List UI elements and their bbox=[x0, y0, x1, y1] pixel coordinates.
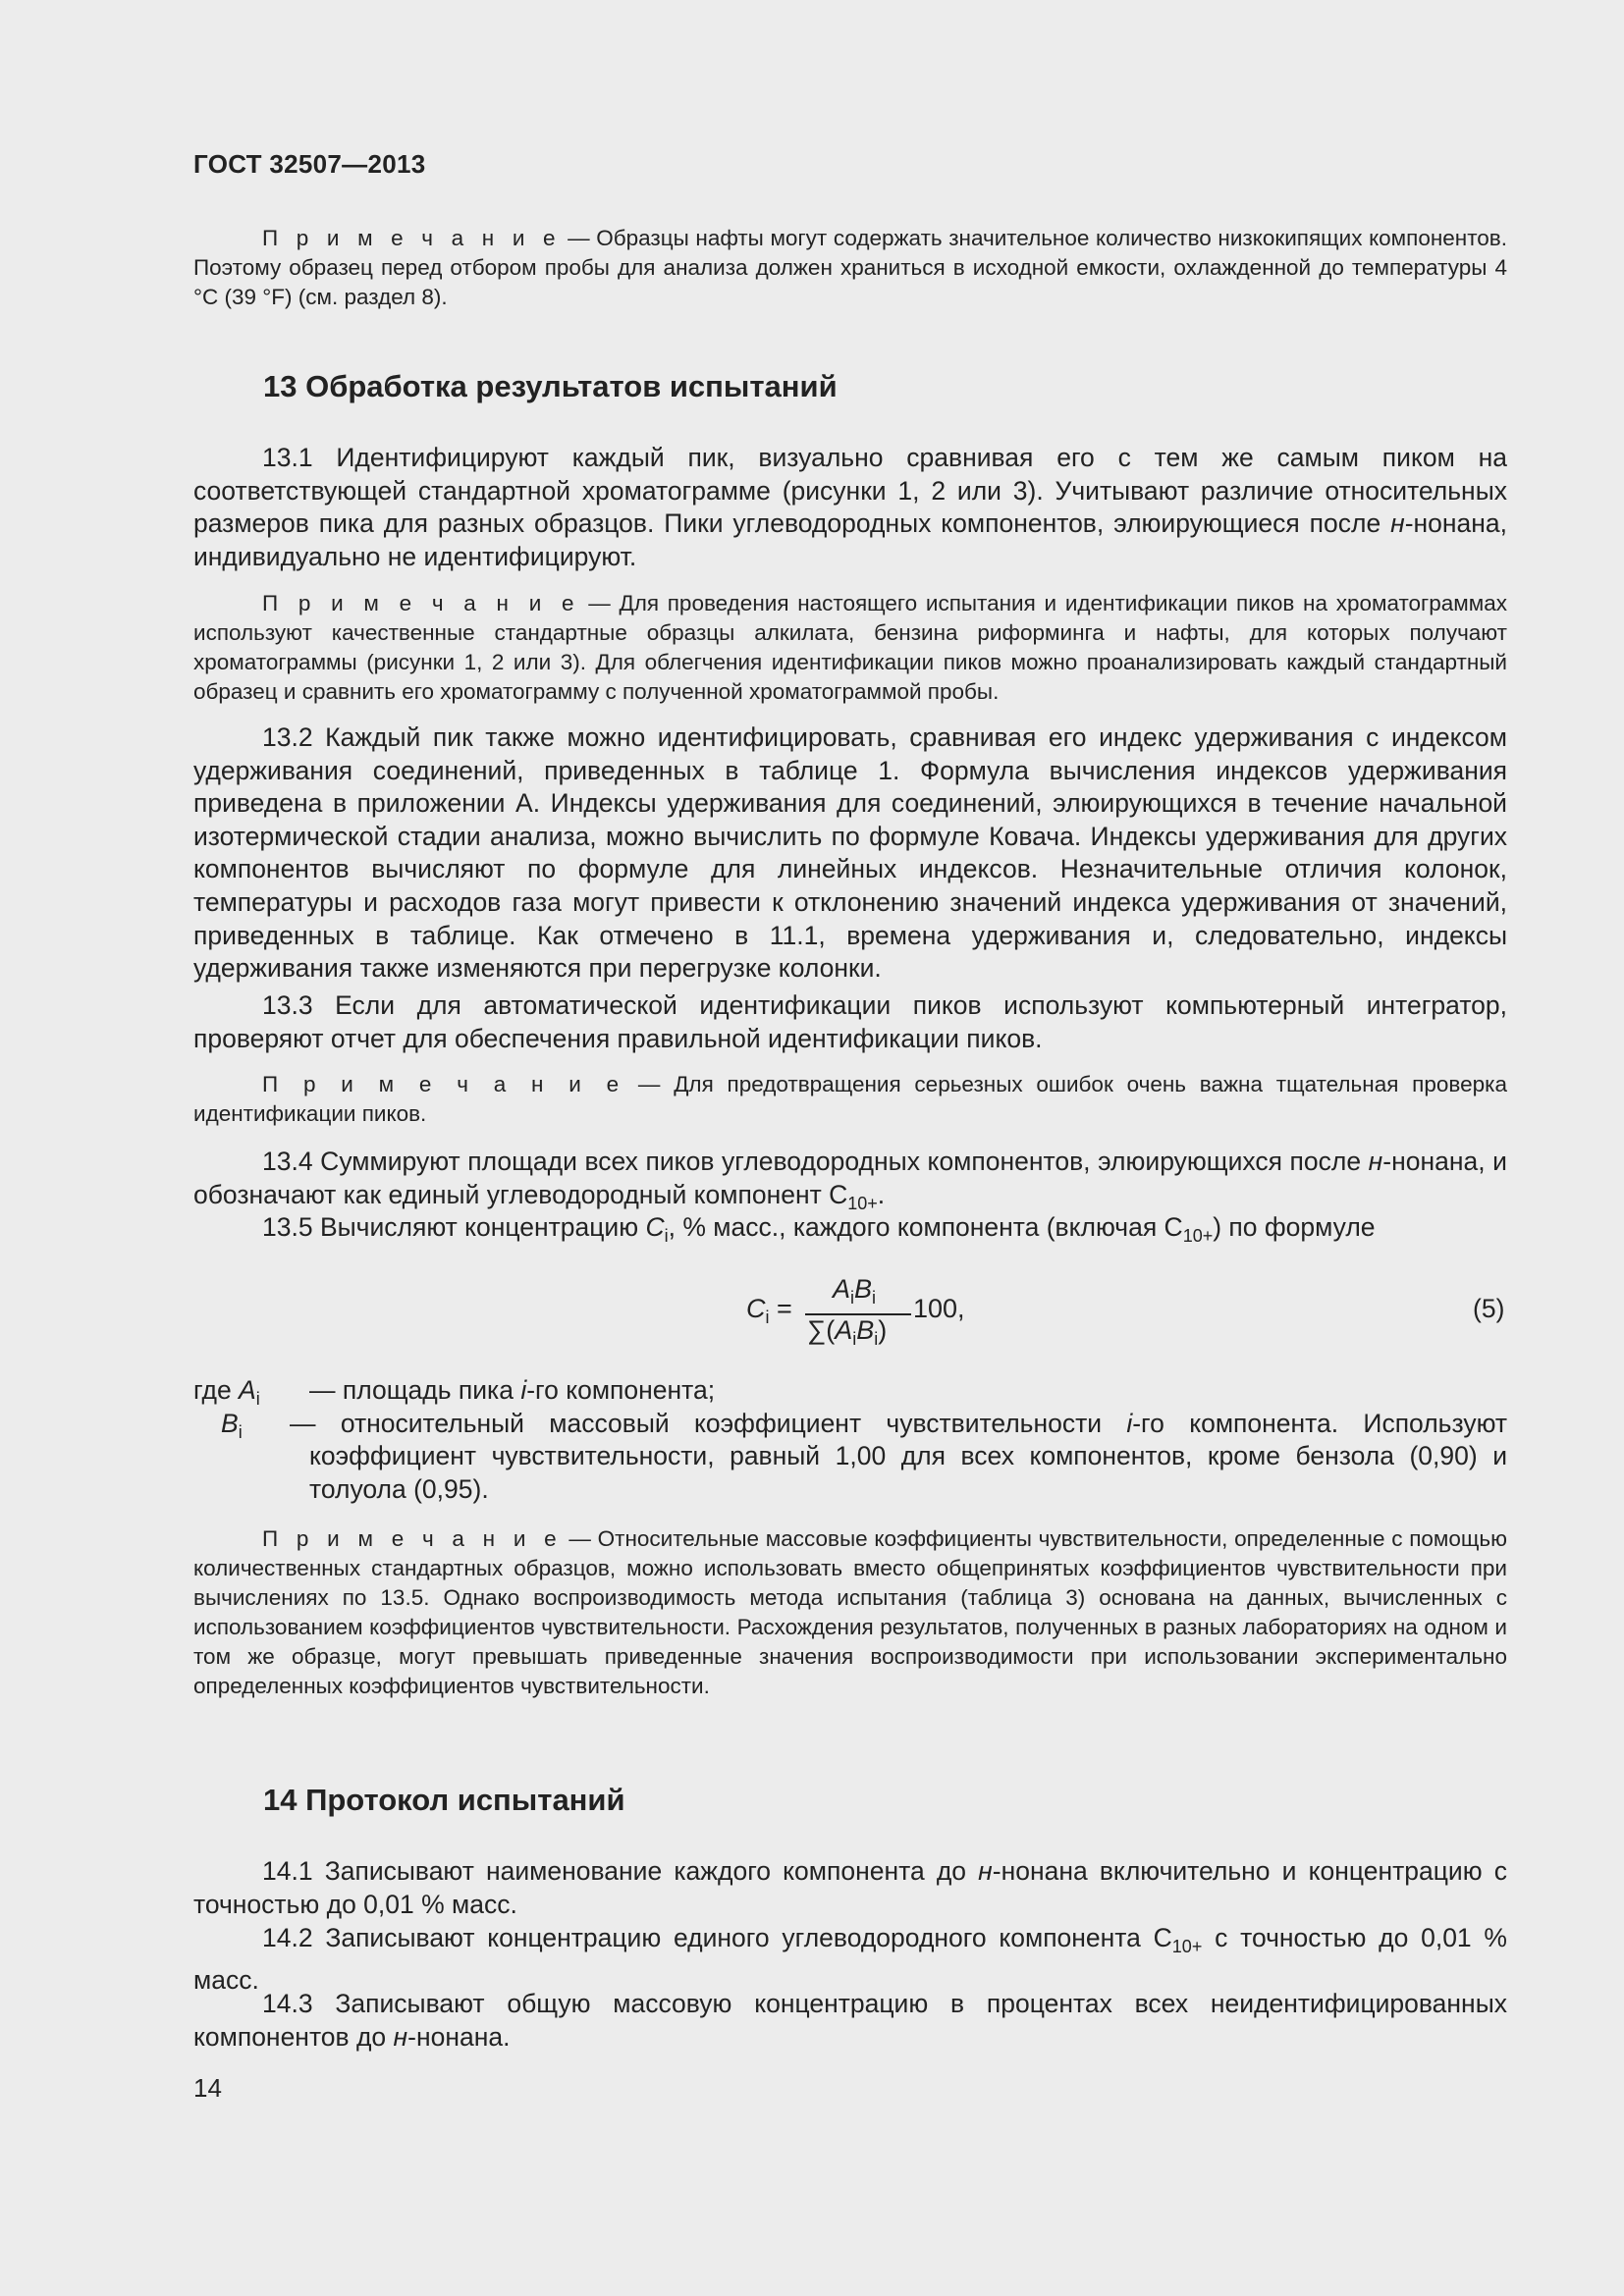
equals-sign: = bbox=[769, 1294, 792, 1323]
paragraph-text: 13.4 Суммируют площади всех пиков углеводородных компонентов, элюирующихся после bbox=[262, 1147, 1369, 1176]
paragraph-14-3 bbox=[193, 1988, 1507, 2054]
symbol-a: A bbox=[833, 1274, 851, 1304]
paragraph-14-2 bbox=[193, 1922, 1507, 1997]
paragraph-text: 14.1 Записывают наименование каждого компонента до bbox=[262, 1856, 979, 1886]
formula-5 bbox=[746, 1274, 1041, 1362]
subscript: i bbox=[238, 1421, 243, 1442]
note-text: — Для проведения настоящего испытания и идентификации пиков на хроматограммах используют качественные стандартные образцы алкилата, бензина риформинга и нафты, для которых получают хроматограммы (рисунки 1, 2 или 3). Для облегчения идентификации пиков можно проанализировать каждый стандартный образец и сравнить его хроматограмму с полученной хроматограммой пробы. bbox=[193, 591, 1507, 704]
symbol-b: B bbox=[854, 1274, 873, 1304]
symbol-a: A bbox=[835, 1315, 853, 1345]
symbol-b: B bbox=[856, 1315, 875, 1345]
definition-text: -го компонента. Используют коэффициент чувствительности, равный 1,00 для всех компонентов, кроме бензола (0,90) и толуола (0,95). bbox=[309, 1408, 1507, 1504]
note-4 bbox=[193, 1524, 1507, 1701]
paragraph-text: , % масс., каждого компонента (включая С bbox=[668, 1212, 1183, 1242]
italic-n: н bbox=[1390, 508, 1405, 539]
paragraph-text: -нонана, индивидуально не идентифицируют. bbox=[193, 508, 1507, 571]
note-text: — Относительные массовые коэффициенты чувствительности, определенные с помощью количественных стандартных образцов, можно использовать вместо общепринятых коэффициентов чувствительности при вычислениях по 13.5. Однако воспроизводимость метода испытания (таблица 3) основана на данных, вычисленных с использованием коэффициентов чувствительности. Расхождения результатов, полученных в разных лабораториях на одном и том же образце, могут превышать приведенные значения воспроизводимости при использовании экспериментально определенных коэффициентов чувствительности. bbox=[193, 1526, 1507, 1698]
formula-numerator bbox=[833, 1274, 876, 1308]
note-text: — Для предотвращения серьезных ошибок очень важна тщательная проверка идентификации пиков. bbox=[193, 1072, 1507, 1126]
paragraph-13-4 bbox=[193, 1146, 1507, 1220]
subscript: i bbox=[850, 1288, 855, 1308]
subscript: i bbox=[872, 1288, 877, 1308]
section-14-heading: 14 Протокол испытаний bbox=[263, 1783, 625, 1817]
symbol-c: C bbox=[645, 1212, 665, 1242]
symbol-a: A bbox=[239, 1375, 256, 1405]
note-label: П р и м е ч а н и е bbox=[262, 226, 562, 250]
paragraph-13-5 bbox=[193, 1211, 1507, 1254]
note-label: П р и м е ч а н и е bbox=[262, 1526, 563, 1551]
paragraph-13-3: 13.3 Если для автоматической идентификации пиков используют компьютерный интегратор, проверяют отчет для обеспечения правильной идентификации пиков. bbox=[193, 990, 1507, 1053]
page-number: 14 bbox=[193, 2073, 222, 2103]
equation-number: (5) bbox=[1473, 1294, 1505, 1323]
paragraph-text: . bbox=[877, 1179, 886, 1209]
italic-n: н bbox=[393, 2021, 408, 2052]
italic-i: i bbox=[1126, 1408, 1133, 1438]
note-2 bbox=[193, 589, 1507, 707]
formula-tail: 100, bbox=[913, 1294, 965, 1323]
section-13-heading: 13 Обработка результатов испытаний bbox=[263, 369, 838, 403]
note-label: П р и м е ч а н и е bbox=[262, 1072, 625, 1096]
paragraph-text: 14.3 Записывают общую массовую концентрацию в процентах всех неидентифицированных компонентов до bbox=[193, 1989, 1507, 2052]
paragraph-text: 13.1 Идентифицируют каждый пик, визуально сравнивая его с тем же самым пиком на соответствующей стандартной хроматограмме (рисунки 1, 2 или 3). Учитывают различие относительных размеров пика для разных образцов. Пики углеводородных компонентов, элюирующиеся после bbox=[193, 443, 1507, 539]
subscript: 10+ bbox=[847, 1193, 878, 1213]
paren-close: ) bbox=[878, 1315, 888, 1345]
subscript: i bbox=[255, 1389, 260, 1409]
paragraph-text: -нонана. bbox=[407, 2021, 511, 2052]
definition-text: -го компонента; bbox=[526, 1375, 716, 1405]
sum-sign: ∑ bbox=[807, 1315, 827, 1345]
definition-text: — относительный массовый коэффициент чувствительности bbox=[290, 1408, 1127, 1438]
paragraph-text: 14.2 Записывают концентрацию единого углеводородного компонента С bbox=[262, 1923, 1172, 1952]
paragraph-13-1 bbox=[193, 442, 1507, 573]
note-label: П р и м е ч а н и е bbox=[262, 591, 580, 615]
where-word: где bbox=[193, 1375, 240, 1405]
definition-term bbox=[221, 1408, 243, 1450]
paragraph-13-2: 13.2 Каждый пик также можно идентифицировать, сравнивая его индекс удерживания с индексом удерживания соединений, приведенных в таблице 1. Формула вычисления индексов удерживания приведена в приложении А. Индексы удерживания для соединений, элюирующихся в течение начальной изотермической стадии анализа, можно вычислить по формуле Ковача. Индексы удерживания для других компонентов вычисляют по формуле для линейных индексов. Незначительные отличия колонок, температуры и расходов газа могут привести к отклонению значений индекса удерживания от значений, приведенных в таблице. Как отмечено в 11.1, времена удерживания и, следовательно, индексы удерживания также изменяются при перегрузке колонки. bbox=[193, 722, 1507, 984]
subscript: i bbox=[765, 1308, 770, 1327]
symbol-c: C bbox=[746, 1294, 766, 1323]
note-1 bbox=[193, 224, 1507, 312]
italic-n: н bbox=[1368, 1147, 1383, 1176]
definition-b bbox=[193, 1408, 1507, 1507]
italic-n: н bbox=[978, 1856, 993, 1886]
paragraph-text: 13.5 Вычисляют концентрацию bbox=[262, 1212, 646, 1242]
subscript: 10+ bbox=[1171, 1937, 1203, 1956]
note-text: — Образцы нафты могут содержать значительное количество низкокипящих компонентов. Поэтому образец перед отбором пробы для анализа должен храниться в исходной емкости, охлажденной до температуры 4 °C (39 °F) (см. раздел 8). bbox=[193, 226, 1507, 309]
paragraph-text: с точностью до 0,01 % масс. bbox=[193, 1923, 1507, 1995]
paren-open: ( bbox=[826, 1315, 836, 1345]
symbol-b: B bbox=[221, 1408, 239, 1438]
paragraph-text: -нонана включительно и концентрацию с точностью до 0,01 % масс. bbox=[193, 1856, 1507, 1919]
definition-text: — площадь пика bbox=[309, 1375, 521, 1405]
subscript: i bbox=[664, 1226, 669, 1246]
definition-a bbox=[193, 1374, 1507, 1408]
italic-i: i bbox=[520, 1375, 527, 1405]
subscript: i bbox=[852, 1329, 857, 1349]
paragraph-14-1 bbox=[193, 1855, 1507, 1921]
paragraph-text: ) по формуле bbox=[1213, 1212, 1376, 1242]
subscript: i bbox=[874, 1329, 879, 1349]
document-header: ГОСТ 32507—2013 bbox=[193, 149, 426, 179]
subscript: 10+ bbox=[1182, 1226, 1214, 1246]
formula-definitions bbox=[193, 1374, 1507, 1506]
formula-denominator bbox=[807, 1315, 887, 1350]
note-3 bbox=[193, 1070, 1507, 1129]
paragraph-text: -нонана, и обозначают как единый углеводородный компонент С bbox=[193, 1147, 1507, 1209]
formula-lhs bbox=[746, 1294, 792, 1328]
